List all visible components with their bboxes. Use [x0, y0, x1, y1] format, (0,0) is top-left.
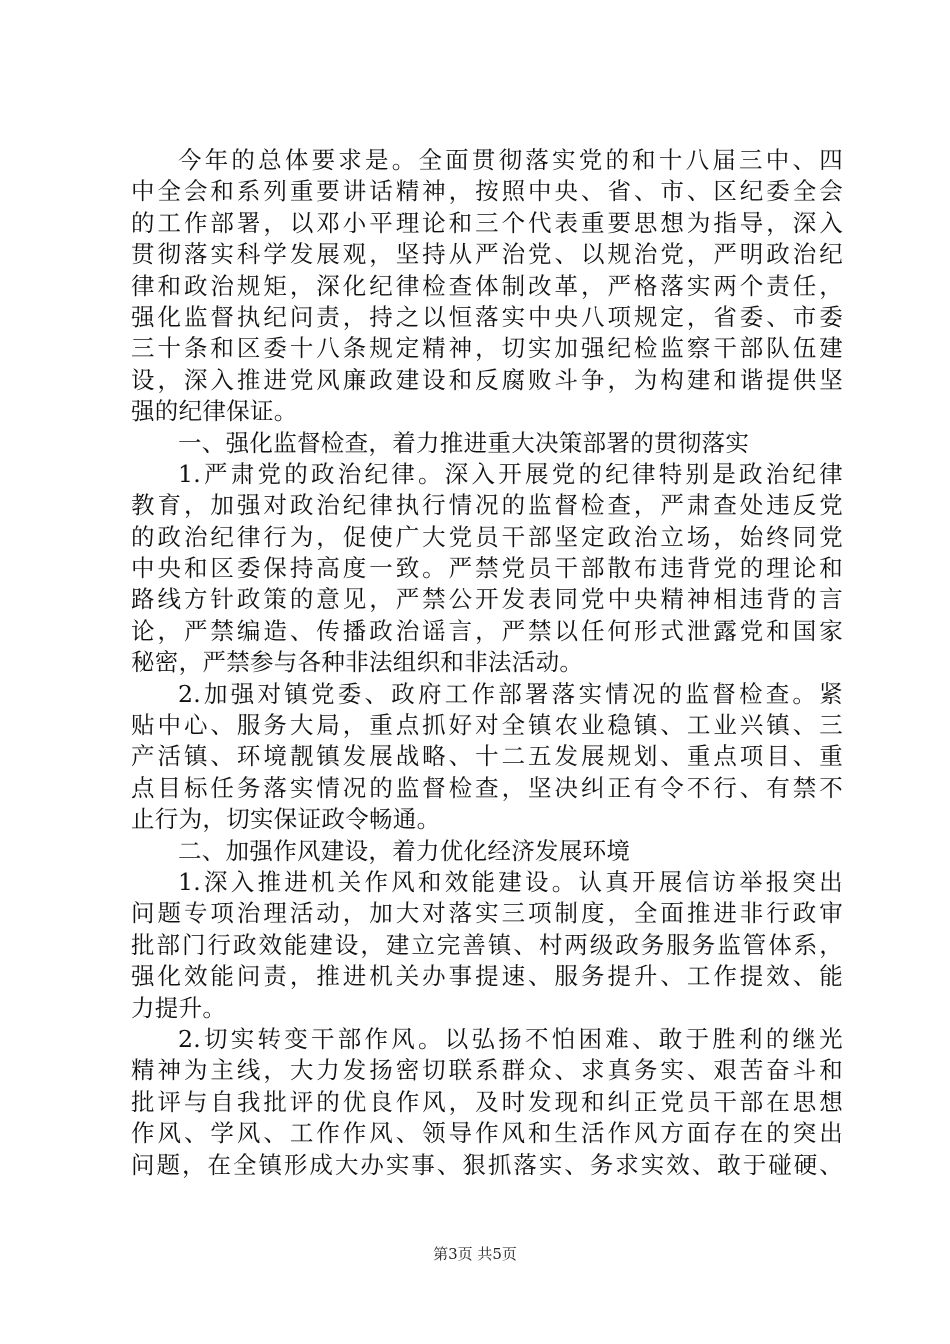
text-line: 问题，在全镇形成大办实事、狠抓落实、务求实效、敢于碰硬、 — [131, 1150, 843, 1179]
text-line: 二、加强作风建设，着力优化经济发展环境 — [178, 836, 631, 865]
text-line: 设，深入推进党风廉政建设和反腐败斗争，为构建和谐提供坚 — [131, 365, 843, 394]
text-line: 批部门行政效能建设，建立完善镇、村两级政务服务监管体系， — [131, 930, 843, 959]
text-line: 律和政治规矩，深化纪律检查体制改革，严格落实两个责任， — [131, 271, 843, 300]
text-line: 点目标任务落实情况的监督检查，坚决纠正有令不行、有禁不 — [131, 773, 843, 802]
text-line: 1.深入推进机关作风和效能建设。认真开展信访举报突出 — [178, 867, 843, 896]
paragraph — [131, 428, 843, 459]
text-line: 精神为主线，大力发扬密切联系群众、求真务实、艰苦奋斗和 — [131, 1056, 843, 1085]
text-line: 问题专项治理活动，加大对落实三项制度，全面推进非行政审 — [131, 899, 843, 928]
text-line: 的政治纪律行为，促使广大党员干部坚定政治立场，始终同党 — [131, 522, 843, 551]
text-line: 产活镇、环境靓镇发展战略、十二五发展规划、重点项目、重 — [131, 742, 843, 771]
text-line: 论，严禁编造、传播政治谣言，严禁以任何形式泄露党和国家 — [131, 616, 843, 645]
text-line: 贴中心、服务大局，重点抓好对全镇农业稳镇、工业兴镇、三 — [131, 711, 843, 740]
text-line: 止行为，切实保证政令畅通。 — [131, 805, 441, 834]
paragraph — [131, 1024, 843, 1181]
text-line: 批评与自我批评的优良作风，及时发现和纠正党员干部在思想 — [131, 1087, 843, 1116]
text-line: 2.切实转变干部作风。以弘扬不怕困难、敢于胜利的继光 — [178, 1024, 843, 1053]
text-line: 强化效能问责，推进机关办事提速、服务提升、工作提效、能 — [131, 962, 843, 991]
text-line: 秘密，严禁参与各种非法组织和非法活动。 — [131, 648, 584, 677]
text-line: 一、强化监督检查，着力推进重大决策部署的贯彻落实 — [178, 428, 750, 457]
text-line: 今年的总体要求是。全面贯彻落实党的和十八届三中、四 — [178, 146, 843, 174]
text-line: 的工作部署，以邓小平理论和三个代表重要思想为指导，深入 — [131, 208, 843, 237]
text-line: 1.严肃党的政治纪律。深入开展党的纪律特别是政治纪律 — [178, 459, 843, 488]
paragraph — [131, 459, 843, 679]
text-line: 中央和区委保持高度一致。严禁党员干部散布违背党的理论和 — [131, 554, 843, 583]
text-line: 作风、学风、工作作风、领导作风和生活作风方面存在的突出 — [131, 1119, 843, 1148]
paragraph — [131, 679, 843, 836]
paragraph — [131, 836, 843, 867]
page-footer: 第3页 共5页 — [433, 1245, 517, 1263]
text-line: 强化监督执纪问责，持之以恒落实中央八项规定，省委、市委 — [131, 302, 843, 331]
text-line: 力提升。 — [131, 993, 227, 1022]
text-line: 强的纪律保证。 — [131, 397, 298, 426]
text-line: 路线方针政策的意见，严禁公开发表同党中央精神相违背的言 — [131, 585, 843, 614]
text-line: 教育，加强对政治纪律执行情况的监督检查，严肃查处违反党 — [131, 491, 843, 520]
text-line: 贯彻落实科学发展观，坚持从严治党、以规治党，严明政治纪 — [131, 240, 843, 269]
text-line: 2.加强对镇党委、政府工作部署落实情况的监督检查。紧 — [178, 679, 843, 708]
paragraph — [131, 867, 843, 1024]
paragraph — [131, 145, 843, 428]
text-line: 三十条和区委十八条规定精神，切实加强纪检监察干部队伍建 — [131, 334, 843, 363]
text-line: 中全会和系列重要讲话精神，按照中央、省、市、区纪委全会 — [131, 177, 843, 206]
document-body — [131, 145, 843, 1181]
